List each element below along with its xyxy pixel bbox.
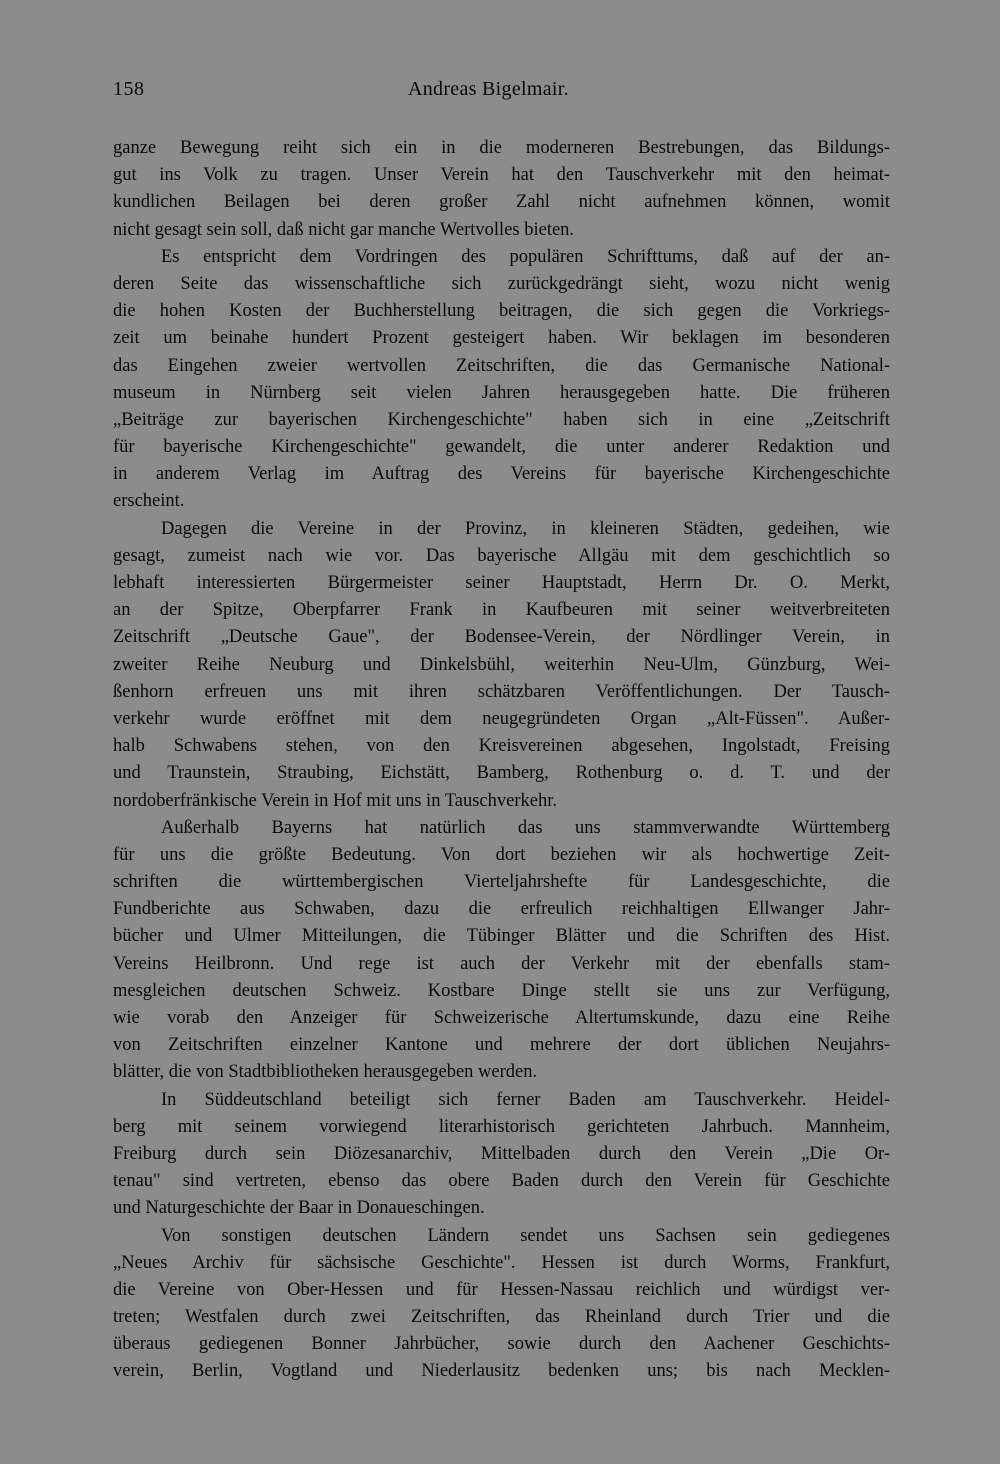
text-line: an der Spitze, Oberpfarrer Frank in Kaufbeuren mit seiner weitverbreiteten	[113, 600, 890, 621]
text-line: für uns die größte Bedeutung. Von dort beziehen wir als hochwertige Zeit-	[113, 844, 890, 865]
text-line: von Zeitschriften einzelner Kantone und mehrere der dort üblichen Neujahrs-	[113, 1035, 890, 1056]
text-line: halb Schwabens stehen, von den Kreisvereinen abgesehen, Ingolstadt, Freising	[113, 736, 890, 757]
text-line: erscheint.	[113, 491, 185, 512]
page-number: 158	[113, 78, 145, 100]
text-line: gesagt, zumeist nach wie vor. Das bayerische Allgäu mit dem geschichtlich so	[113, 545, 890, 566]
text-line: verkehr wurde eröffnet mit dem neugegründeten Organ „Alt-Füssen". Außer-	[113, 708, 890, 729]
text-line: kundlichen Beilagen bei deren großer Zahl nicht aufnehmen können, womit	[113, 192, 890, 213]
text-line: „Beiträge zur bayerischen Kirchengeschichte" haben sich in eine „Zeitschrift	[113, 409, 890, 430]
running-head	[113, 78, 890, 108]
text-line: die hohen Kosten der Buchherstellung beitragen, die sich gegen die Vorkriegs-	[113, 301, 890, 322]
text-line: treten; Westfalen durch zwei Zeitschriften, das Rheinland durch Trier und die	[113, 1307, 890, 1328]
text-line: ßenhorn erfreuen uns mit ihren schätzbaren Veröffentlichungen. Der Tausch-	[113, 681, 890, 702]
paragraph	[113, 815, 890, 1087]
text-line: gut ins Volk zu tragen. Unser Verein hat den Tauschverkehr mit den heimat-	[113, 165, 890, 186]
text-line: zeit um beinahe hundert Prozent gesteigert haben. Wir beklagen im besonderen	[113, 328, 890, 349]
text-line: schriften die württembergischen Vierteljahrshefte für Landesgeschichte, die	[113, 872, 890, 893]
paragraph	[113, 1223, 890, 1386]
body-text	[113, 135, 890, 1386]
text-line: ganze Bewegung reiht sich ein in die moderneren Bestrebungen, das Bildungs-	[113, 138, 890, 158]
text-line: mesgleichen deutschen Schweiz. Kostbare Dinge stellt sie uns zur Verfügung,	[113, 980, 890, 1001]
text-line: Von sonstigen deutschen Ländern sendet uns Sachsen sein gediegenes	[161, 1225, 890, 1246]
paragraph	[113, 1087, 890, 1223]
text-line: nordoberfränkische Verein in Hof mit uns in Tauschverkehr.	[113, 790, 557, 811]
text-line: Dagegen die Vereine in der Provinz, in kleineren Städten, gedeihen, wie	[161, 518, 890, 539]
text-line: Zeitschrift „Deutsche Gaue", der Bodensee-Verein, der Nördlinger Verein, in	[113, 627, 890, 648]
text-line: Freiburg durch sein Diözesanarchiv, Mittelbaden durch den Verein „Die Or-	[113, 1143, 890, 1164]
text-line: Vereins Heilbronn. Und rege ist auch der Verkehr mit der ebenfalls stam-	[113, 953, 890, 974]
paragraph	[113, 516, 890, 815]
text-line: verein, Berlin, Vogtland und Niederlausitz bedenken uns; bis nach Mecklen-	[113, 1361, 890, 1382]
text-line: Außerhalb Bayerns hat natürlich das uns stammverwandte Württemberg	[161, 817, 890, 838]
text-line: nicht gesagt sein soll, daß nicht gar manche Wertvolles bieten.	[113, 219, 575, 240]
paragraph	[113, 135, 890, 244]
text-line: und Traunstein, Straubing, Eichstätt, Bamberg, Rothenburg o. d. T. und der	[113, 763, 890, 784]
text-line: das Eingehen zweier wertvollen Zeitschriften, die das Germanische National-	[113, 355, 890, 376]
text-line: Es entspricht dem Vordringen des populären Schrifttums, daß auf der an-	[161, 246, 890, 267]
text-line: wie vorab den Anzeiger für Schweizerische Altertumskunde, dazu eine Reihe	[113, 1008, 890, 1028]
text-line: deren Seite das wissenschaftliche sich zurückgedrängt sieht, wozu nicht wenig	[113, 273, 890, 294]
text-line: tenau" sind vertreten, ebenso das obere Baden durch den Verein für Geschichte	[113, 1171, 890, 1192]
text-line: bücher und Ulmer Mitteilungen, die Tübinger Blätter und die Schriften des Hist.	[113, 926, 890, 947]
text-line: museum in Nürnberg seit vielen Jahren herausgegeben hatte. Die früheren	[113, 382, 890, 403]
text-line: überaus gediegenen Bonner Jahrbücher, sowie durch den Aachener Geschichts-	[113, 1334, 890, 1355]
text-line: blätter, die von Stadtbibliotheken herausgegeben werden.	[113, 1062, 538, 1083]
paragraph	[113, 244, 890, 516]
text-line: zweiter Reihe Neuburg und Dinkelsbühl, weiterhin Neu-Ulm, Günzburg, Wei-	[113, 654, 890, 675]
text-line: die Vereine von Ober-Hessen und für Hessen-Nassau reichlich und würdigst ver-	[113, 1279, 890, 1300]
text-line: in anderem Verlag im Auftrag des Vereins für bayerische Kirchengeschichte	[113, 464, 890, 485]
text-line: lebhaft interessierten Bürgermeister seiner Hauptstadt, Herrn Dr. O. Merkt,	[113, 573, 890, 593]
text-line: berg mit seinem vorwiegend literarhistorisch gerichteten Jahrbuch. Mannheim,	[113, 1116, 890, 1137]
text-line: „Neues Archiv für sächsische Geschichte". Hessen ist durch Worms, Frankfurt,	[113, 1252, 890, 1273]
text-line: Fundberichte aus Schwaben, dazu die erfreulich reichhaltigen Ellwanger Jahr-	[113, 899, 890, 920]
text-line: und Naturgeschichte der Baar in Donaueschingen.	[113, 1198, 485, 1219]
text-line: für bayerische Kirchengeschichte" gewandelt, die unter anderer Redaktion und	[113, 437, 890, 458]
running-title: Andreas Bigelmair.	[408, 78, 569, 100]
text-line: In Süddeutschland beteiligt sich ferner Baden am Tauschverkehr. Heidel-	[161, 1089, 890, 1110]
